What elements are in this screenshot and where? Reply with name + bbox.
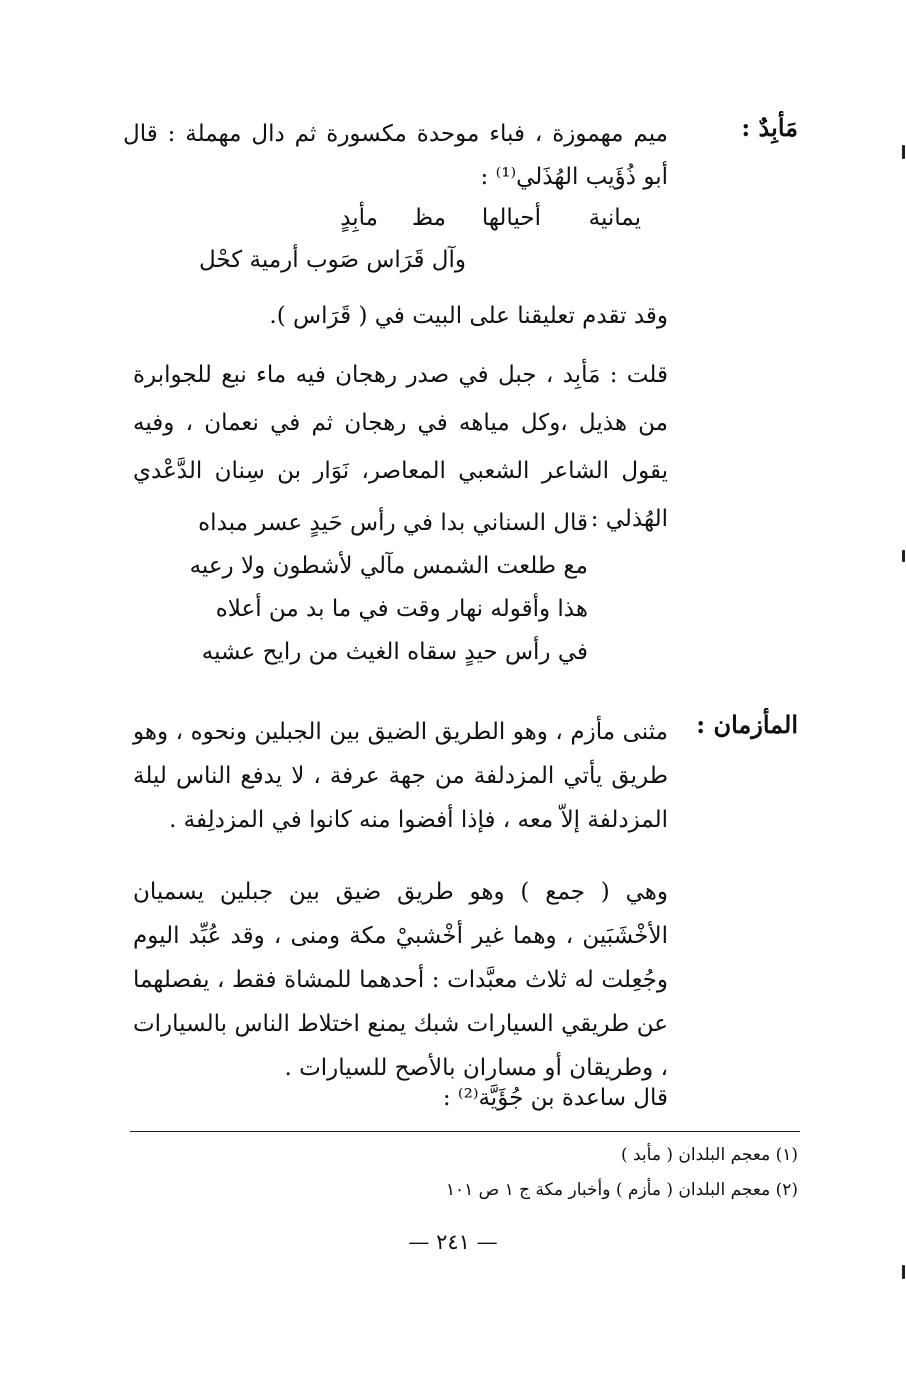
- scan-mark: [902, 145, 905, 159]
- verse-1-word-3: مظ: [411, 205, 446, 231]
- entry-mabid-comment: قلت : مَأبِد ، جبل في صدر رهجان فيه ماء نبع للجوابرة من هذيل ،وكل مياهه في رهجان ثم في نعمان ، وفيه يقول الشاعر الشعبي المعاصر، نَوَار بن سِنان الدَّعْدي الهُذلي :: [133, 362, 668, 532]
- entry-almazman-definition: مثنى مأزم ، وهو الطريق الضيق بين الجبلين ونحوه ، وهو طريق يأتي المزدلفة من جهة عرفة ، لا يدفع الناس ليلة المزدلفة إلاّ معه ، فإذا أفضوا منه كانوا في المزدلِفة .: [133, 719, 668, 833]
- poem-line-4: في رأس حيدٍ سقاه الغيث من رايح عشيه: [201, 639, 588, 665]
- entry-headword-almazman: المأزمان :: [696, 710, 798, 739]
- entry-almazman-description: وهي ( جمع ) وهو طريق ضيق بين جبلين يسميان الأخْشَبَين ، وهما غير أخْشبيْ مكة ومنى ، وقد عُبِّد اليوم وجُعِلت له ثلاث معبَّدات : أحدهما للمشاة فقط ، يفصلهما عن طريقي السيارات شبك يمنع اختلاط الناس بالسيارات ، وطريقان أو مساران بالأصح للسيارات .: [133, 879, 668, 1081]
- page-number: — ٢٤١ —: [408, 1230, 498, 1254]
- entry-almazman-quote-intro: قال ساعدة بن جُؤَيَّة⁽²⁾ :: [442, 1085, 668, 1111]
- verse-1-word-4: مأبِدٍ: [340, 205, 378, 231]
- scan-mark: [902, 1265, 905, 1279]
- verse-1-word-1: يمانية: [588, 205, 641, 231]
- scan-mark: [902, 550, 905, 562]
- entry-mabid-note: وقد تقدم تعليقنا على البيت في ( قَرَاس ).: [269, 303, 668, 329]
- footnote-1: (١) معجم البلدان ( مأبد ): [620, 1145, 798, 1165]
- entry-headword-mabid: مَأبِدٌ :: [741, 113, 798, 142]
- footnote-2: (٢) معجم البلدان ( مأزم ) وأخبار مكة ج ١ ص ١٠١: [445, 1180, 798, 1200]
- poem-line-1: قال السناني بدا في رأس حَيدٍ عسر مبداه: [198, 510, 588, 536]
- footnote-separator: [130, 1131, 800, 1132]
- verse-1-second-hemistich: وآل قَرَاس صَوب أرمية كحْل: [199, 247, 466, 273]
- entry-mabid-definition: ميم مهموزة ، فباء موحدة مكسورة ثم دال مهملة : قال أبو ذُؤَيب الهُذَلي⁽¹⁾ :: [123, 121, 668, 190]
- verse-1-word-2: أحيالها: [481, 205, 541, 231]
- poem-line-2: مع طلعت الشمس مآلي لأشطون ولا رعيه: [189, 553, 588, 579]
- poem-line-3: هذا وأقوله نهار وقت في ما بد من أعلاه: [215, 596, 588, 622]
